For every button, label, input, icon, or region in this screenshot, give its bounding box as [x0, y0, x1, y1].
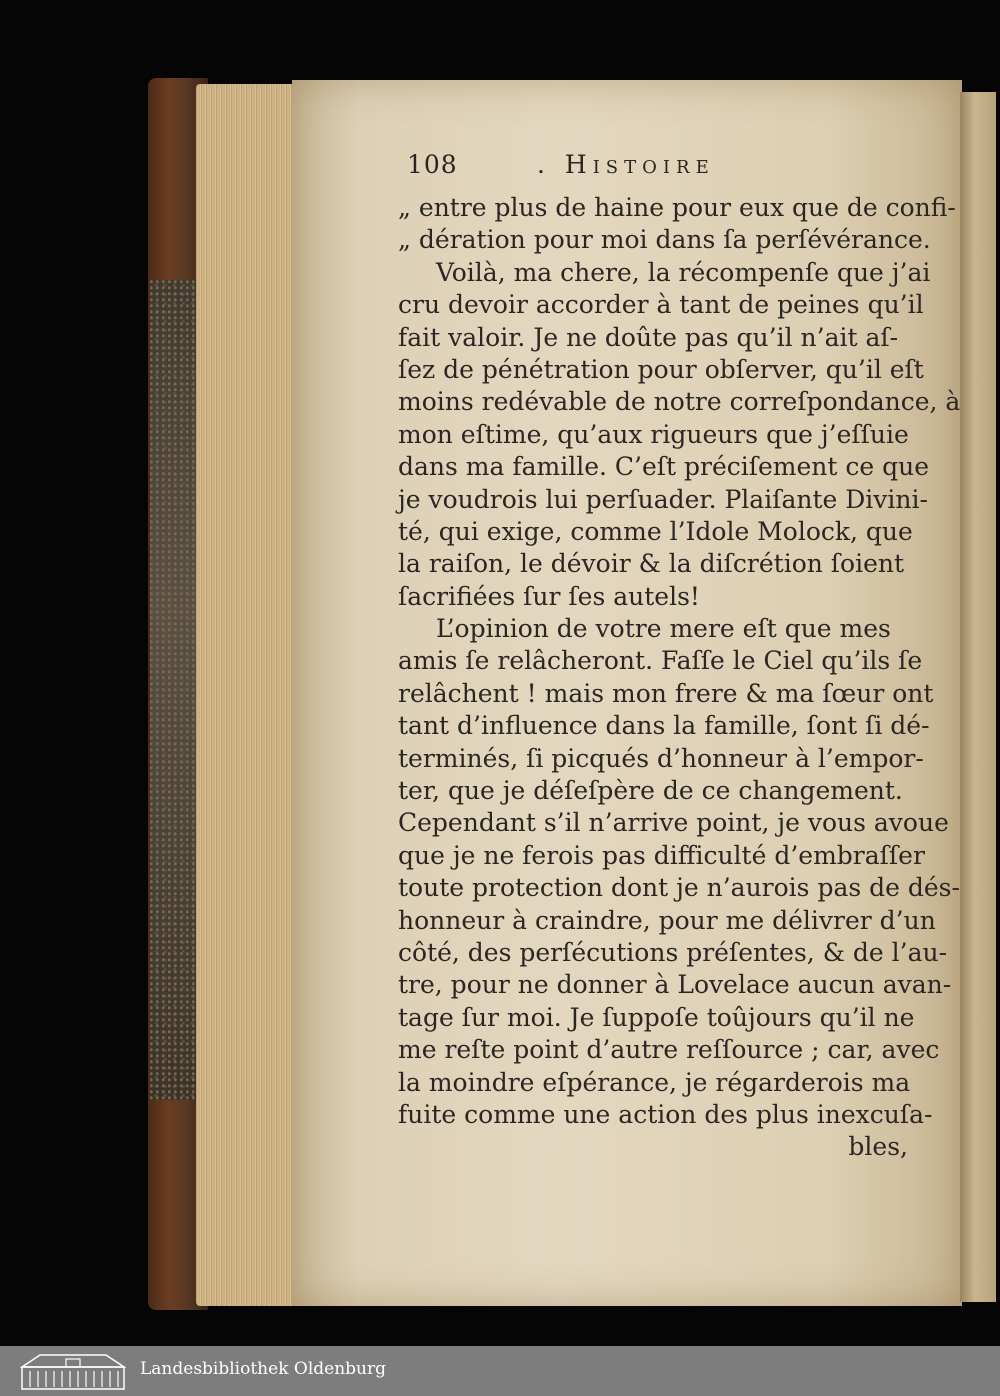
- text-line: la raiſon, le dévoir & la diſcrétion ſoient: [398, 549, 905, 579]
- body-text: [398, 192, 961, 1164]
- text-line: cru devoir accorder à tant de peines qu’il: [398, 290, 924, 320]
- text-line: tage ſur moi. Je ſuppoſe toûjours qu’il ne: [398, 1002, 915, 1032]
- text-line: la moindre eſpérance, je régarderois ma: [398, 1067, 911, 1097]
- footer-bar: [0, 1346, 1000, 1396]
- text-line: mon eſtime, qu’aux rigueurs que j’eſſuie: [398, 419, 909, 449]
- text-line: fait valoir. Je ne doûte pas qu’il n’ait aſ-: [398, 322, 899, 352]
- text-line: Cependant s’il n’arrive point, je vous avoue: [398, 808, 949, 838]
- text-line: honneur à craindre, pour me délivrer d’un: [398, 905, 936, 935]
- text-line: L’opinion de votre mere eſt que mes: [436, 614, 891, 644]
- text-line: côté, des perſécutions préſentes, & de l’au-: [398, 937, 948, 967]
- library-name: Landesbibliothek Oldenburg: [140, 1359, 387, 1379]
- text-line: moins redévable de notre correſpondance, à: [398, 387, 961, 417]
- text-line: relâchent ! mais mon frere & ma ſœur ont: [398, 678, 934, 708]
- text-line: „ dération pour moi dans ſa perſévérance.: [398, 225, 931, 255]
- text-line: ſez de pénétration pour obſerver, qu’il eſt: [398, 354, 924, 384]
- library-building-logo-icon: [20, 1351, 126, 1391]
- text-line: dans ma famille. C’eſt préciſement ce que: [398, 452, 930, 482]
- text-line: amis ſe relâcheront. Faſſe le Ciel qu’ils ſe: [398, 646, 923, 676]
- text-line: je voudrois lui perſuader. Plaiſante Divini-: [398, 484, 928, 514]
- facing-page-edge: [960, 92, 996, 1302]
- marbled-cover-texture: [150, 280, 200, 1100]
- text-line: „ entre plus de haine pour eux que de confi-: [398, 193, 956, 222]
- running-title: . Histoire: [537, 150, 715, 179]
- text-line: bles,: [848, 1132, 908, 1162]
- text-line: ter, que je déſeſpère de ce changement.: [398, 776, 903, 806]
- text-line: que je ne ferois pas difficulté d’embraſſer: [398, 840, 925, 870]
- text-line: té, qui exige, comme l’Idole Molock, que: [398, 516, 913, 546]
- text-line: toute protection dont je n’aurois pas de dés-: [398, 873, 960, 903]
- text-line: terminés, ſi picqués d’honneur à l’empor-: [398, 743, 924, 773]
- text-line: tant d’influence dans la famille, ſont ſi dé-: [398, 711, 930, 741]
- running-head: [407, 150, 927, 184]
- text-line: Voilà, ma chere, la récompenſe que j’ai: [436, 257, 931, 287]
- text-line: fuite comme une action des plus inexcuſa-: [398, 1099, 933, 1129]
- page-number: 108: [407, 150, 458, 179]
- text-line: me reſte point d’autre reſſource ; car, avec: [398, 1035, 940, 1065]
- page-edges: [196, 84, 296, 1306]
- text-line: tre, pour ne donner à Lovelace aucun avan-: [398, 970, 952, 1000]
- text-line: ſacrifiées ſur ſes autels!: [398, 581, 700, 611]
